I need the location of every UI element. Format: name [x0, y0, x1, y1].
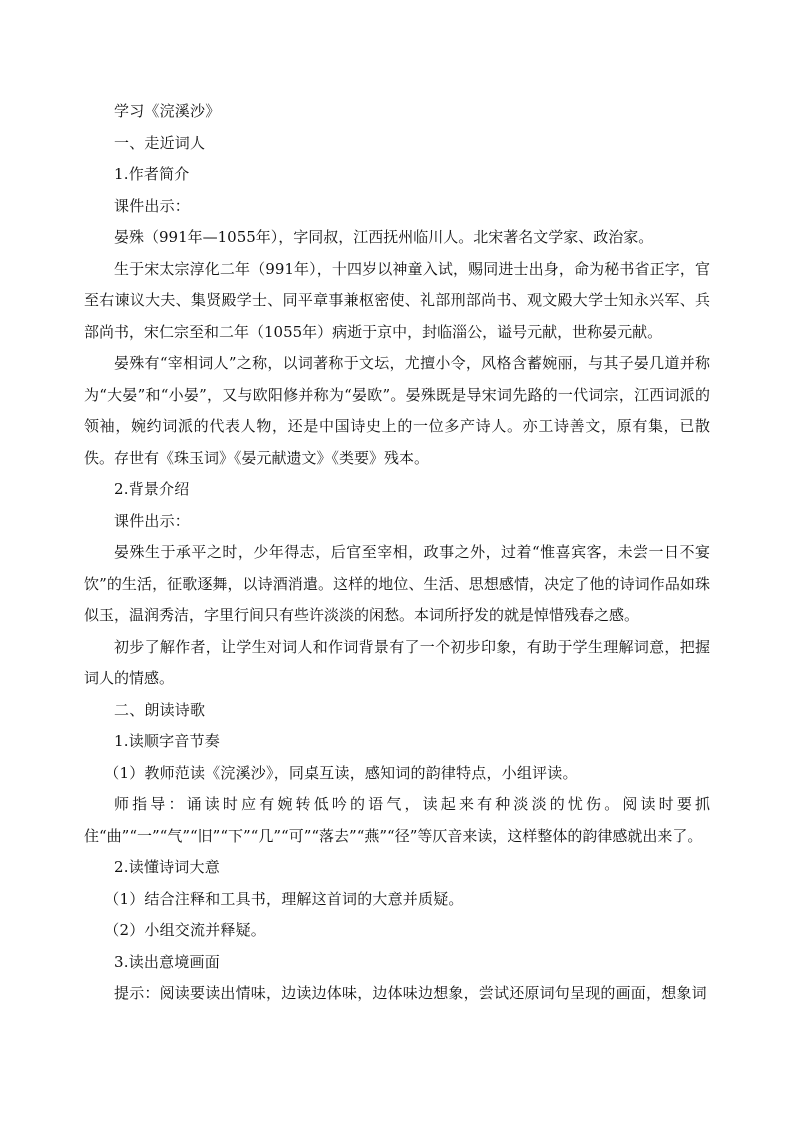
paragraph-author-basic: 晏殊（991年—1055年），字同叔，江西抚州临川人。北宋著名文学家、政治家。 — [114, 228, 654, 246]
section-heading-1: 一、走近词人 — [114, 133, 206, 152]
paragraph-reading-tip: 提示：阅读要读出情味，边读边体味，边体味边想象，尝试还原词句呈现的画面，想象词 — [114, 984, 707, 1002]
paragraph-summary: 初步了解作者，让学生对词人和作词背景有了一个初步印象，有助于学生理解词意，把握词人的情感。 — [84, 637, 710, 687]
step-annotations: （1）结合注释和工具书，理解这首词的大意并质疑。 — [104, 889, 464, 908]
step-group-discussion: （2）小组交流并释疑。 — [104, 921, 266, 939]
section-heading-2: 二、朗读诗歌 — [114, 700, 206, 719]
paragraph-author-career: 生于宋太宗淳化二年（991年），十四岁以神童入试，赐同进士出身，命为秘书省正字，官至右谏议大夫、集贤殿学士、同平章事兼枢密使、礼部刑部尚书、观文殿大学士知永兴军、兵部尚书，宋仁宗至和二年（1055年）病逝于京中，封临淄公，谥号元献，世称晏元献。 — [84, 259, 710, 341]
paragraph-background: 晏殊生于承平之时，少年得志，后官至宰相，政事之外，过着“惟喜宾客，未尝一日不宴饮”的生活，征歌逐舞，以诗酒消遣。这样的地位、生活、思想感情，决定了他的诗词作品如珠似玉，温润秀洁，字里行间只有些许淡淡的闲愁。本词所抒发的就是悼惜残春之感。 — [84, 543, 710, 624]
subheading-pronunciation: 1.读顺字音节奏 — [114, 732, 220, 750]
subheading-meaning: 2.读懂诗词大意 — [114, 858, 220, 876]
slide-label-2: 课件出示： — [114, 511, 191, 530]
subheading-background: 2.背景介绍 — [114, 480, 190, 498]
paragraph-author-fame: 晏殊有“宰相词人”之称，以词著称于文坛，尤擅小令，风格含蓄婉丽，与其子晏几道并称为“大晏”和“小晏”，又与欧阳修并称为“晏欧”。晏殊既是导宋词先路的一代词宗，江西词派的领袖，婉约词派的代表人物，还是中国诗史上的一位多产诗人。亦工诗善文，原有集，已散佚。存世有《珠玉词》《晏元献遗文》《类要》残本。 — [84, 354, 710, 467]
slide-label-1: 课件出示： — [114, 196, 191, 215]
document-title: 学习《浣溪沙》 — [114, 102, 221, 120]
paragraph-teacher-guidance: 师指导：诵读时应有婉转低吟的语气，读起来有种淡淡的忧伤。阅读时要抓住“曲”“一”“气”“旧”“下”“几”“可”“落去”“燕”“径”等仄音来读，这样整体的韵律感就出来了。 — [84, 795, 710, 845]
step-model-reading: （1）教师范读《浣溪沙》，同桌互读，感知词的韵律特点，小组评读。 — [104, 763, 578, 782]
subheading-imagery: 3.读出意境画面 — [114, 952, 220, 971]
document-body — [84, 96, 710, 1010]
subheading-author-intro: 1.作者简介 — [114, 165, 190, 183]
